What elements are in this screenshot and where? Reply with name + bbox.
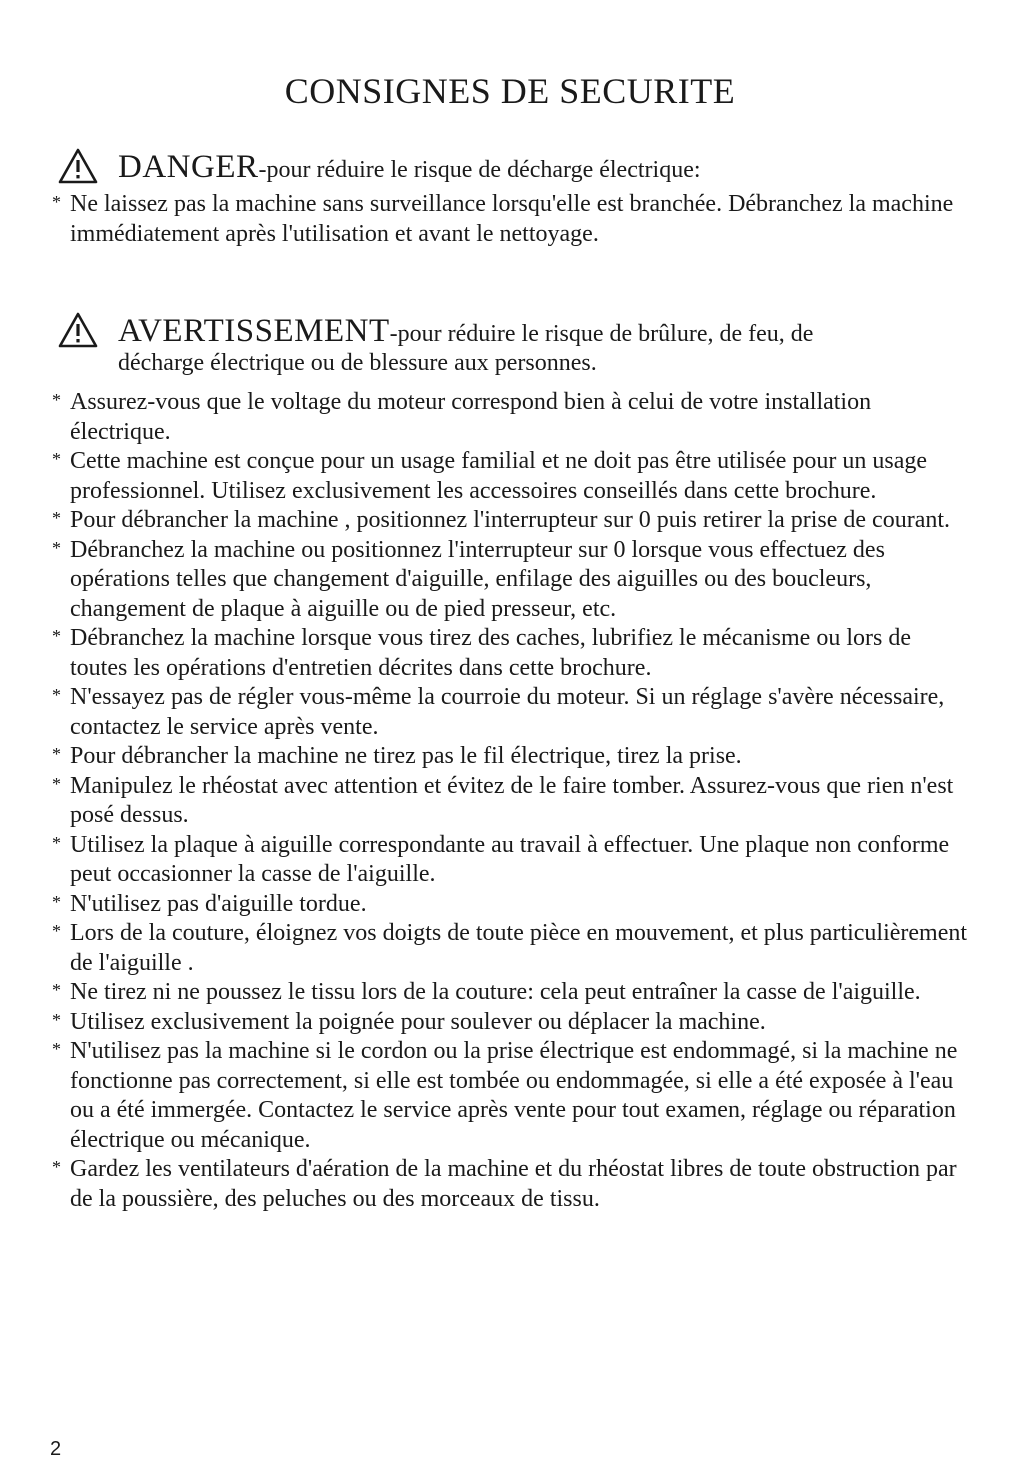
list-item-text: Débranchez la machine ou positionnez l'interrupteur sur 0 lorsque vous effectuez des opérations telles que changement d'aiguille, enfilage des aiguilles ou des boucleurs, changement de plaque à aiguille ou de pied presseur, etc. — [70, 536, 885, 622]
warning-heading — [58, 312, 960, 353]
bullet-star: * — [52, 508, 61, 528]
list-item-text: Cette machine est conçue pour un usage familial et ne doit pas être utilisée pour un usage professionnel. Utilisez exclusivement les accessoires conseillés dans cette brochure. — [70, 448, 928, 504]
bullet-star: * — [52, 390, 61, 410]
bullet-star: * — [52, 449, 61, 469]
list-item — [52, 506, 972, 536]
bullet-star: * — [52, 980, 61, 1000]
bullet-star: * — [52, 773, 61, 794]
list-item-text: N'utilisez pas la machine si le cordon ou la prise électrique est endommagé, si la machine ne fonctionne pas correctement, si elle est tombée ou endommagée, si elle a été exposée à l'eau ou a été immergée. Contactez le service après vente pour tout examen, réglage ou réparation électrique ou mécanique. — [70, 1038, 958, 1153]
list-item — [52, 831, 972, 890]
danger-label: DANGER — [118, 149, 259, 185]
list-item — [52, 447, 972, 506]
warning-label: AVERTISSEMENT — [118, 313, 390, 349]
bullet-star: * — [52, 1157, 61, 1177]
bullet-star: * — [52, 685, 61, 705]
list-item — [52, 536, 972, 625]
list-item-text: Manipulez le rhéostat avec attention et évitez de le faire tomber. Assurez-vous que rien n'est posé dessus. — [70, 772, 954, 828]
list-item-text: Ne tirez ni ne poussez le tissu lors de la couture: cela peut entraîner la casse de l'aiguille. — [70, 979, 921, 1005]
bullet-star: * — [52, 832, 61, 853]
list-item — [52, 388, 972, 447]
list-item — [52, 742, 972, 772]
list-item — [52, 683, 972, 742]
list-item-text: N'essayez pas de régler vous-même la courroie du moteur. Si un réglage s'avère nécessaire, contactez le service après vente. — [70, 684, 945, 740]
page-title: CONSIGNES DE SECURITE — [284, 71, 736, 111]
warning-section — [58, 312, 960, 377]
bullet-star: * — [52, 1039, 61, 1059]
bullet-star: * — [52, 626, 61, 646]
list-item-text: Débranchez la machine lorsque vous tirez des caches, lubrifiez le mécanisme ou lors de toutes les opérations d'entretien décrites dans cette brochure. — [70, 625, 911, 681]
list-item — [52, 1155, 972, 1214]
bullet-star: * — [52, 537, 61, 558]
bullet-star: * — [52, 891, 61, 912]
list-item-text: Utilisez la plaque à aiguille correspondante au travail à effectuer. Une plaque non conforme peut occasionner la casse de l'aiguille. — [70, 831, 950, 887]
danger-list — [52, 190, 972, 249]
bullet-star: * — [52, 744, 61, 764]
list-item — [52, 772, 972, 831]
list-item-text: Ne laissez pas la machine sans surveillance lorsqu'elle est branchée. Débranchez la machine immédiatement après l'utilisation et avant le nettoyage. — [70, 191, 954, 247]
list-item — [52, 890, 972, 920]
list-item-text: Utilisez exclusivement la poignée pour soulever ou déplacer la machine. — [70, 1008, 766, 1035]
warning-list — [52, 388, 972, 1214]
list-item-text: Pour débrancher la machine ne tirez pas le fil électrique, tirez la prise. — [70, 743, 742, 769]
warning-subtitle-line2: décharge électrique ou de blessure aux personnes. — [118, 350, 597, 376]
warning-triangle-icon — [58, 312, 98, 348]
list-item-text: Pour débrancher la machine , positionnez l'interrupteur sur 0 puis retirer la prise de courant. — [70, 507, 951, 533]
list-item-text: Lors de la couture, éloignez vos doigts de toute pièce en mouvement, et plus particulièrement de l'aiguille . — [70, 920, 968, 976]
page-number: 2 — [50, 1438, 62, 1460]
danger-section — [58, 148, 960, 189]
list-item — [52, 978, 972, 1008]
bullet-star: * — [52, 921, 61, 941]
bullet-star: * — [52, 1009, 61, 1030]
list-item — [52, 190, 972, 249]
list-item — [52, 1037, 972, 1155]
list-item — [52, 919, 972, 978]
bullet-star: * — [52, 192, 61, 212]
list-item — [52, 624, 972, 683]
list-item-text: N'utilisez pas d'aiguille tordue. — [70, 890, 367, 917]
danger-subtitle: -pour réduire le risque de décharge électrique: — [258, 157, 701, 183]
warning-subtitle: -pour réduire le risque de brûlure, de feu, de — [389, 321, 814, 347]
list-item-text: Gardez les ventilateurs d'aération de la machine et du rhéostat libres de toute obstruction par de la poussière, des peluches ou des morceaux de tissu. — [70, 1156, 957, 1212]
list-item — [52, 1008, 972, 1038]
warning-triangle-icon — [58, 148, 98, 184]
list-item-text: Assurez-vous que le voltage du moteur correspond bien à celui de votre installation électrique. — [70, 389, 872, 445]
danger-heading — [58, 148, 960, 189]
